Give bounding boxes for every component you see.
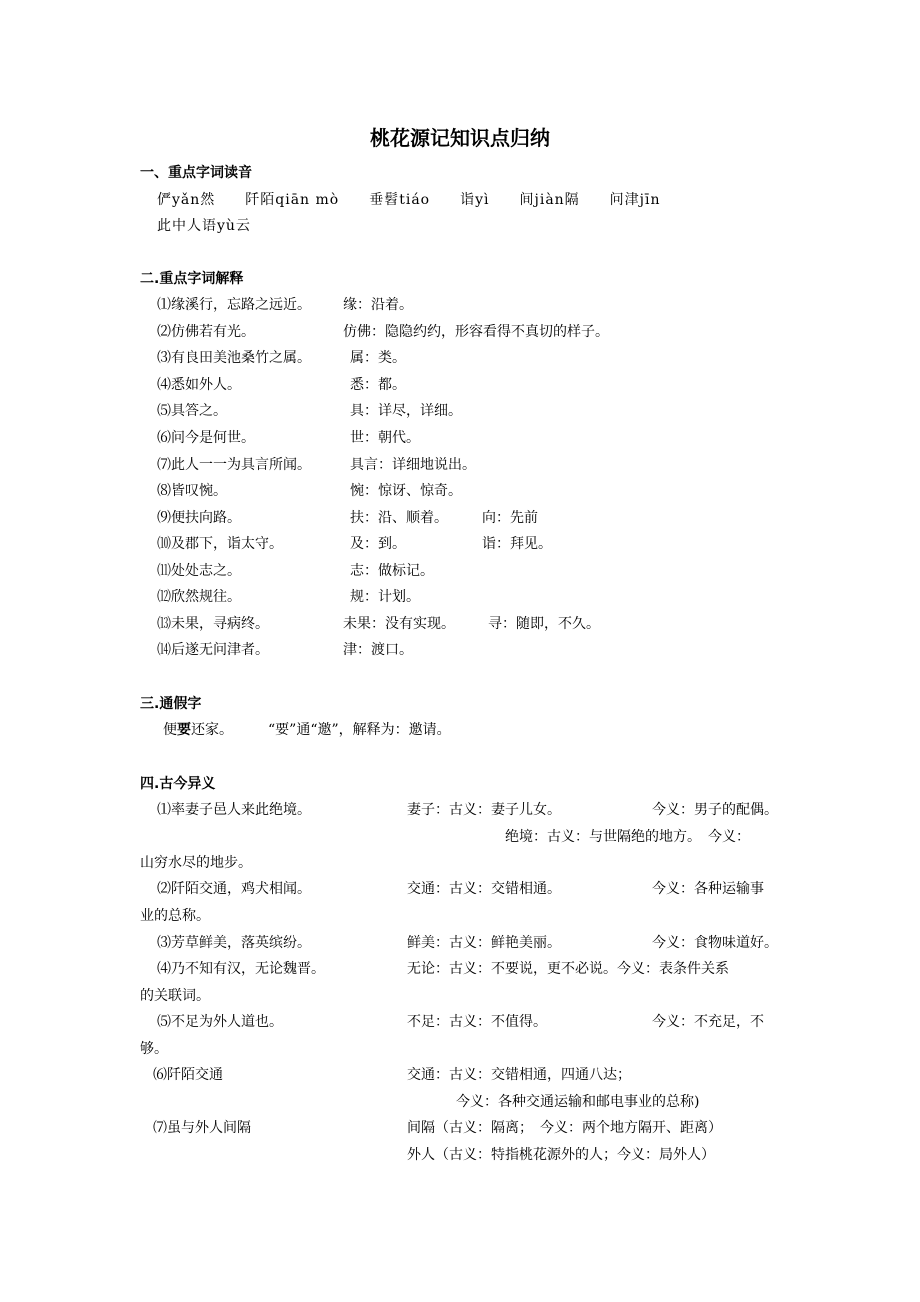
- item-explanation: 扶：沿、顺着。: [350, 510, 448, 526]
- gujin-sentence: ⑶芳草鲜美，落英缤纷。: [157, 935, 311, 951]
- gujin-continuation: 业的总称。: [140, 908, 210, 924]
- item-extra-explanation: 诣：拜见。: [482, 536, 552, 552]
- gujin-modern-meaning: 今义：男子的配偶。: [652, 802, 778, 818]
- item-explanation: 属：类。: [350, 350, 406, 366]
- tongjiazi-line: [163, 721, 451, 739]
- item-explanation: 具：详尽，详细。: [350, 403, 462, 419]
- gujin-modern-meaning: 今义：不充足，不: [652, 1014, 764, 1030]
- item-sentence: ⒀未果，寻病终。: [157, 616, 269, 632]
- item-extra-explanation: 向：先前: [482, 510, 538, 526]
- gujin-sentence: ⑴率妻子邑人来此绝境。: [157, 802, 311, 818]
- item-explanation: 未果：没有实现。: [343, 616, 455, 632]
- gujin-modern-meaning: 今义：各种运输事: [652, 881, 764, 897]
- item-explanation: 缘：沿着。: [343, 297, 413, 313]
- item-explanation: 悉：都。: [350, 377, 406, 393]
- item-sentence: ⑾处处志之。: [157, 563, 241, 579]
- gujin-sentence: ⑸不足为外人道也。: [157, 1014, 283, 1030]
- tongjiazi-post: 还家。 “要”通“邀”，解释为：邀请。: [191, 722, 451, 738]
- section-4-heading: 四.古今异义: [140, 776, 216, 792]
- item-explanation: 世：朝代。: [350, 430, 420, 446]
- gujin-explanation: 不足：古义：不值得。: [407, 1014, 547, 1030]
- item-sentence: ⑶有良田美池桑竹之属。: [157, 350, 311, 366]
- item-sentence: ⑼便扶向路。: [157, 510, 241, 526]
- pronunciation-line-2: 此中人语yù云: [157, 218, 251, 234]
- gujin-continuation: 山穷水尽的地步。: [140, 855, 252, 871]
- tongjiazi-char: 要: [177, 722, 191, 738]
- gujin-sentence: ⑹阡陌交通: [153, 1067, 223, 1083]
- item-sentence: ⑿欣然规往。: [157, 589, 241, 605]
- gujin-explanation: 鲜美：古义：鲜艳美丽。: [407, 935, 561, 951]
- item-explanation: 仿佛：隐隐约约，形容看得不真切的样子。: [343, 324, 609, 340]
- item-explanation: 及：到。: [350, 536, 406, 552]
- gujin-explanation: 无论：古义：不要说，更不必说。今义：表条件关系: [407, 961, 729, 977]
- item-sentence: ⑽及郡下，诣太守。: [157, 536, 283, 552]
- item-sentence: ⑸具答之。: [157, 403, 227, 419]
- gujin-continuation: 够。: [140, 1041, 168, 1057]
- item-explanation: 惋：惊讶、惊奇。: [350, 483, 462, 499]
- item-sentence: ⑴缘溪行，忘路之远近。: [157, 297, 311, 313]
- item-sentence: ⑺此人一一为具言所闻。: [157, 457, 311, 473]
- gujin-modern-meaning: 今义：各种交通运输和邮电事业的总称): [456, 1094, 700, 1110]
- item-sentence: ⑹问今是何世。: [157, 430, 255, 446]
- item-sentence: ⒁后遂无问津者。: [157, 642, 269, 658]
- item-explanation: 具言：详细地说出。: [350, 457, 476, 473]
- gujin-continuation: 的关联词。: [140, 988, 210, 1004]
- section-1-heading: 一、重点字词读音: [140, 165, 252, 181]
- gujin-explanation: 交通：古义：交错相通。: [407, 881, 561, 897]
- gujin-modern-meaning: 今义：食物味道好。: [652, 935, 778, 951]
- gujin-explanation: 外人（古义：特指桃花源外的人；今义：局外人）: [407, 1147, 715, 1163]
- item-explanation: 津：渡口。: [343, 642, 413, 658]
- gujin-sentence: ⑷乃不知有汉，无论魏晋。: [157, 961, 325, 977]
- item-explanation: 志：做标记。: [350, 563, 434, 579]
- gujin-explanation: 妻子：古义：妻子儿女。: [407, 802, 561, 818]
- pronunciation-line-1: 俨yǎn然 阡陌qiān mò 垂髫tiáo 诣yì 间jiàn隔 问津jīn: [157, 192, 661, 208]
- gujin-sentence: ⑵阡陌交通，鸡犬相闻。: [157, 881, 311, 897]
- item-sentence: ⑵仿佛若有光。: [157, 324, 255, 340]
- gujin-sentence: ⑺虽与外人间隔: [153, 1120, 251, 1136]
- item-explanation: 规：计划。: [350, 589, 420, 605]
- gujin-explanation: 绝境：古义：与世隔绝的地方。 今义：: [505, 829, 750, 845]
- item-sentence: ⑻皆叹惋。: [157, 483, 227, 499]
- gujin-explanation: 交通：古义：交错相通，四通八达；: [407, 1067, 631, 1083]
- item-extra-explanation: 寻：随即，不久。: [488, 616, 600, 632]
- document-title: 桃花源记知识点归纳: [370, 126, 550, 150]
- tongjiazi-pre: 便: [163, 722, 177, 738]
- item-sentence: ⑷悉如外人。: [157, 377, 241, 393]
- gujin-explanation: 间隔（古义：隔离； 今义：两个地方隔开、距离）: [407, 1120, 722, 1136]
- section-3-heading: 三.通假字: [140, 696, 202, 712]
- section-2-heading: 二.重点字词解释: [140, 271, 244, 287]
